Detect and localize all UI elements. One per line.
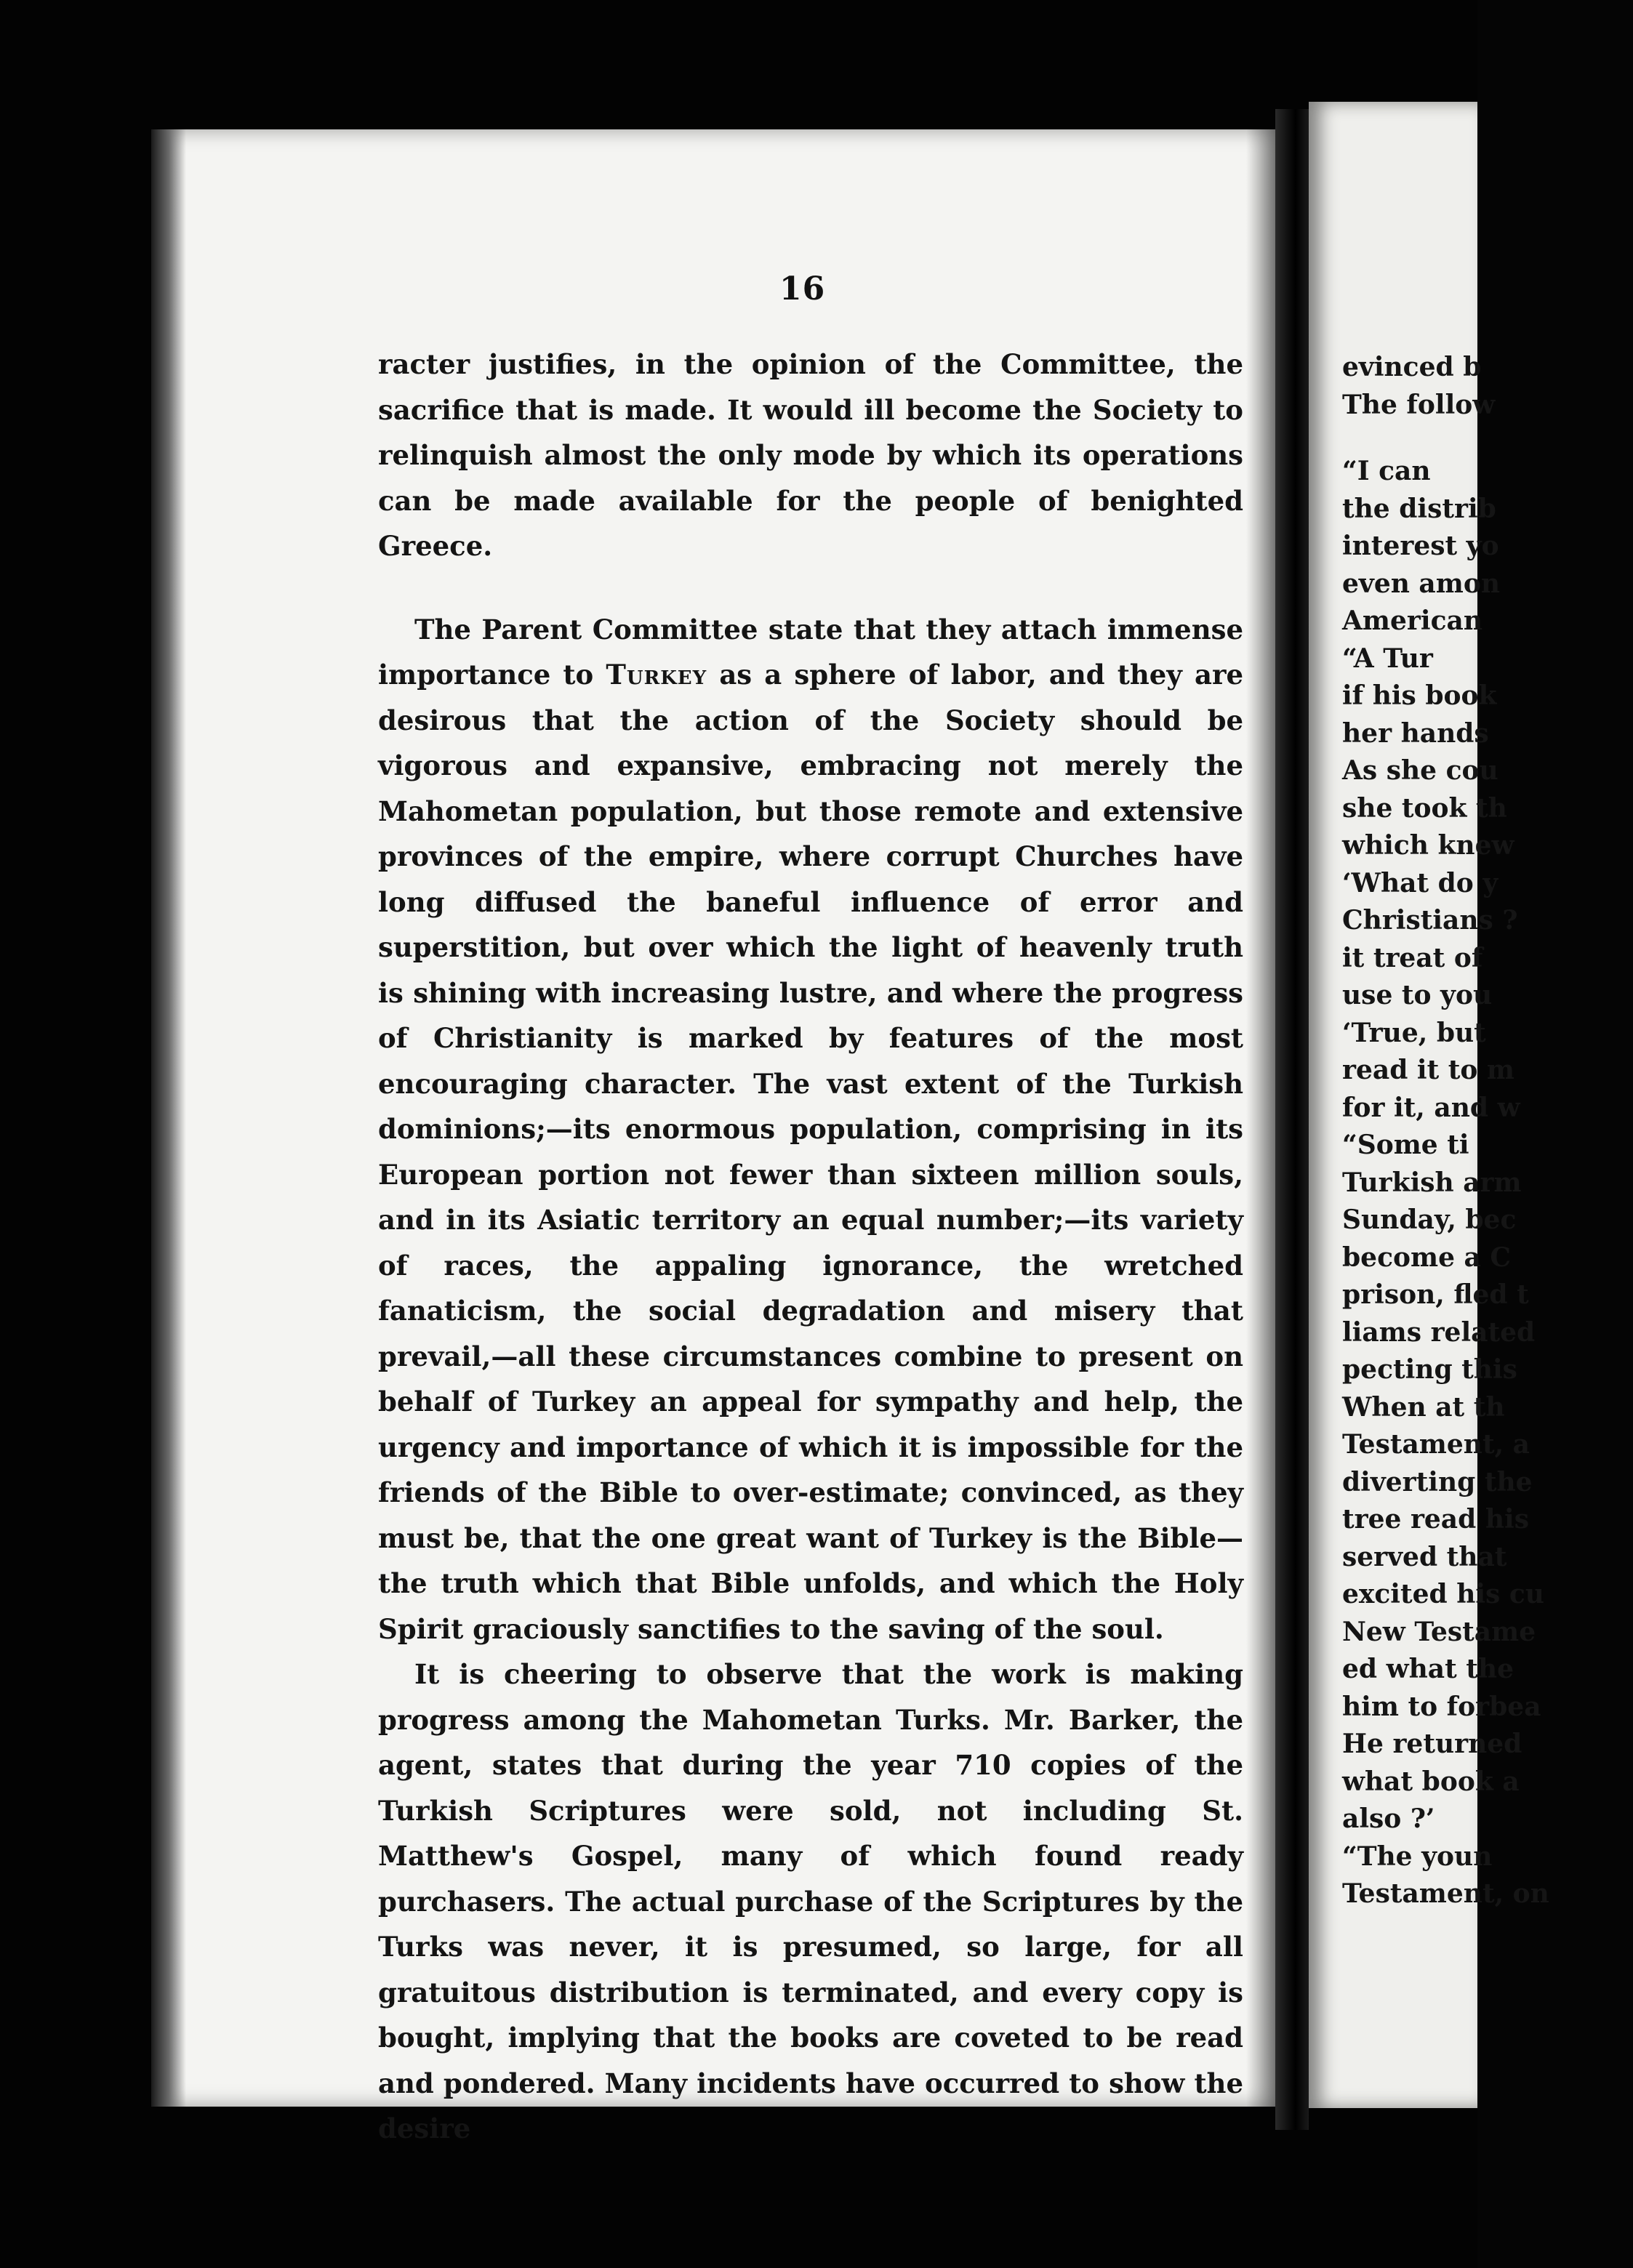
paragraph-mahometan-turks: It is cheering to observe that the work is making progress among the Mahometan Turks. Mr. Barker, the agent, states that during the year 710 copies of the Turkish Scriptures were sold, not including St. Matthew's Gospel, many of which found ready purchasers. The actual purchase of the Scriptures by the Turks was never, it is presumed, so large, for all gratuitous distribution is terminated, and every copy is bought, implying that the books are coveted to be read and pondered. Many incidents have occurred to show the desire bbox=[378, 1658, 1243, 2144]
right-page-line: ‘What do y bbox=[1342, 867, 1498, 898]
book-spine bbox=[1275, 109, 1309, 2130]
right-page-line: When at th bbox=[1342, 1391, 1505, 1423]
parent-para-before: The Parent Committee state that they attach immense importance to bbox=[378, 613, 1243, 691]
paragraph-parent-committee bbox=[378, 607, 1243, 1652]
right-page-line: Sunday, bec bbox=[1342, 1205, 1517, 1235]
right-page-line: diverting the bbox=[1342, 1466, 1533, 1497]
right-page-line: liams related bbox=[1342, 1316, 1536, 1348]
right-page-line: Testament, a bbox=[1342, 1429, 1530, 1460]
right-page-line: excited his cu bbox=[1342, 1579, 1544, 1609]
paragraph-greece: racter justifies, in the opinion of the Committee, the sacrifice that is made. It would ill become the Society to relinquish almost the only mode by which its operations can be made available for the people of benighted Greece. bbox=[378, 348, 1243, 562]
right-page-line: pecting this bbox=[1342, 1354, 1517, 1385]
right-page-line: American bbox=[1342, 606, 1482, 636]
right-page-line: the distrib bbox=[1342, 493, 1496, 524]
right-page-line: which knew bbox=[1342, 830, 1514, 861]
right-page-line: “A Tur bbox=[1342, 643, 1433, 674]
right-page-line: ed what the bbox=[1342, 1654, 1514, 1684]
page-number: 16 bbox=[779, 270, 826, 307]
parent-para-after: as a sphere of labor, and they are desirous that the action of the Society should be vigorous and expansive, embracing not merely the Mahometan population, but those remote and extensive provinces of the empire, where corrupt Churches have long diffused the baneful influence of error and superstition, but over which the light of heavenly truth is shining with increasing lustre, and where the progress of Christianity is marked by features of the most encouraging character. The vast extent of the Turkish dominions;—its enormous population, comprising in its European portion not fewer than sixteen million souls, and in its Asiatic territory an equal number;—its variety of races, the appaling ignorance, the wretched fanaticism, the social degradation and misery that prevail,—all these circumstances combine to present on behalf of Turkey an appeal for sympathy and help, the urgency and importance of which it is impossible for the friends of the Bible to over-estimate; convinced, as they must be, that the one great want of Turkey is the Bible—the truth which that Bible unfolds, and which the Holy Spirit graciously sanctifies to the saving of the soul. bbox=[378, 659, 1243, 1645]
right-page-line: she took th bbox=[1342, 792, 1507, 824]
right-page-line: read it to m bbox=[1342, 1055, 1515, 1085]
right-page-line: interest yo bbox=[1342, 531, 1499, 561]
right-page-line: “The youn bbox=[1342, 1841, 1493, 1872]
right-page-line: Christians ? bbox=[1342, 905, 1518, 936]
right-page-line: become a C bbox=[1342, 1242, 1512, 1273]
right-page-line: The follow bbox=[1342, 389, 1496, 420]
right-page-line: for it, and w bbox=[1342, 1092, 1520, 1123]
right-page-line: “Some ti bbox=[1342, 1130, 1469, 1160]
right-page-line: served that bbox=[1342, 1541, 1507, 1572]
right-page-line: Turkish arm bbox=[1342, 1167, 1522, 1198]
right-page-line: it treat of bbox=[1342, 942, 1483, 973]
right-page-line: her hands bbox=[1342, 717, 1489, 749]
right-page-line: him to forbea bbox=[1342, 1691, 1541, 1722]
right-page-line: New Testame bbox=[1342, 1616, 1536, 1647]
turkey-smallcaps: Turkey bbox=[606, 659, 707, 691]
right-page-line bbox=[1342, 424, 1633, 453]
right-page-line: also ?’ bbox=[1342, 1803, 1435, 1834]
right-page-line: As she cou bbox=[1342, 755, 1498, 786]
right-page-line: prison, fled t bbox=[1342, 1279, 1529, 1310]
right-page-text bbox=[1342, 349, 1633, 1913]
left-page-text bbox=[378, 342, 1243, 2152]
right-page-line: even amon bbox=[1342, 568, 1501, 599]
right-page-line: “I can bbox=[1342, 456, 1431, 486]
right-page-line: tree read his bbox=[1342, 1504, 1529, 1535]
right-page-line: evinced b bbox=[1342, 352, 1482, 382]
right-page-line: use to you bbox=[1342, 980, 1493, 1010]
right-page-line: He returned bbox=[1342, 1729, 1522, 1759]
right-page-line: if his book bbox=[1342, 680, 1497, 711]
right-page bbox=[1309, 102, 1549, 2108]
right-page-line: ‘True, but bbox=[1342, 1017, 1486, 1048]
right-page-line: Testament, on bbox=[1342, 1878, 1549, 1909]
right-page-line: what book a bbox=[1342, 1766, 1520, 1797]
